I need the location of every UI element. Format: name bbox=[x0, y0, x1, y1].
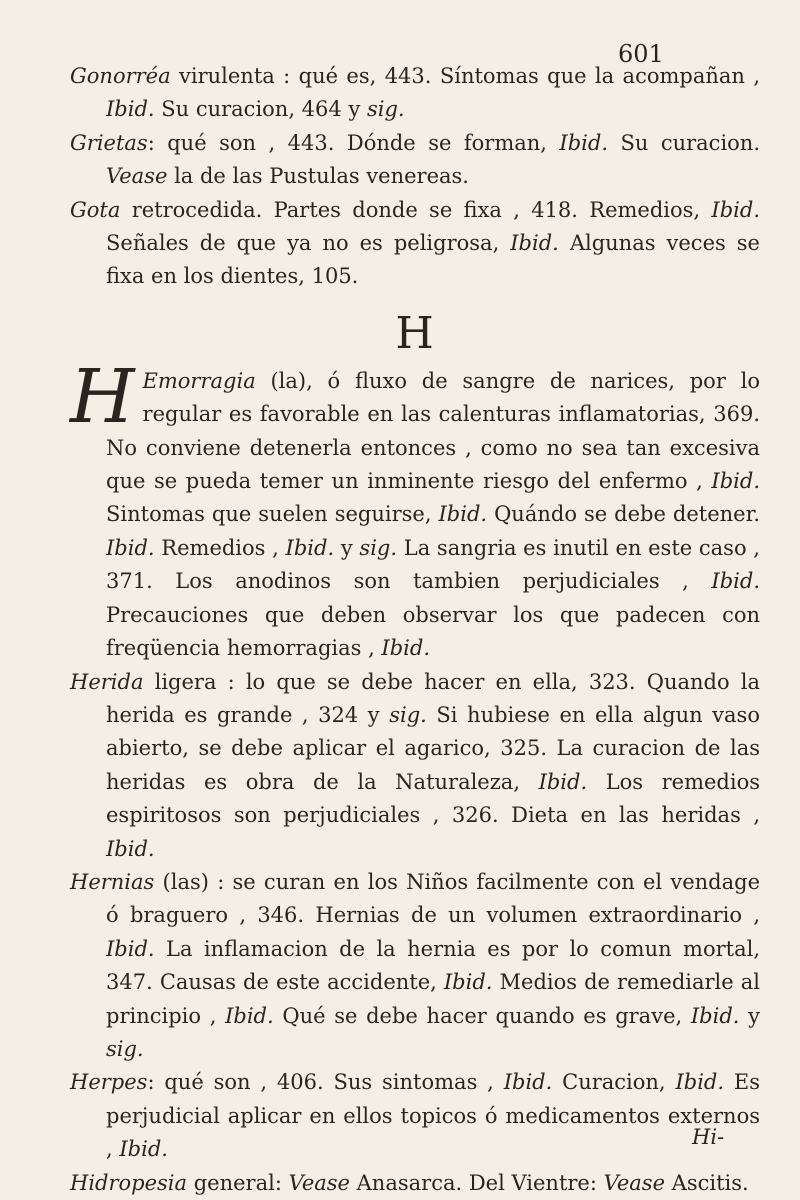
index-entry: Grietas: qué son , 443. Dónde se forman, Ibid. Su curacion. Vease la de las Pustulas venereas. bbox=[70, 130, 760, 189]
index-entry: Herida ligera : lo que se debe hacer en ella, 323. Quando la herida es grande , 324 y sig. Si hubiese en ella algun vaso abierto, se debe aplicar el agarico, 325. La curacion de las heridas es obra de la Naturaleza, Ibid. Los remedios espiritosos son perjudiciales , 326. Dieta en las heridas , Ibid. bbox=[70, 669, 761, 861]
index-entry: Gota retrocedida. Partes donde se fixa , 418. Remedios, Ibid. Señales de que ya no es peligrosa, Ibid. Algunas veces se fixa en los dientes, 105. bbox=[70, 197, 760, 289]
index-entry: H Emorragia (la), ó fluxo de sangre de narices, por lo regular es favorable en las calenturas inflamatorias, 369. No conviene detenerla entonces , como no sea tan excesiva que se pueda temer un inminente riesgo del enfermo , Ibid. Sintomas que suelen seguirse, Ibid. Quándo se debe detener. Ibid. Remedios , Ibid. y sig. La sangria es inutil en este caso , 371. Los anodinos son tambien perjudiciales , Ibid. Precauciones que deben observar los que padecen con freqüencia hemorragias , Ibid. bbox=[70, 353, 760, 661]
index-entry: Hidropesia general: Vease Anasarca. Del Vientre: Vease Ascitis. bbox=[70, 1170, 749, 1195]
entry-head: Herpes bbox=[70, 1070, 148, 1095]
entry-head: Gonorréa bbox=[70, 64, 171, 88]
entry-head: Emorragia bbox=[142, 368, 256, 393]
entry-head: Grietas bbox=[70, 130, 148, 155]
entry-head: Hidropesia bbox=[70, 1170, 188, 1195]
drop-cap: H bbox=[70, 353, 135, 440]
section-letter-heading: H bbox=[395, 307, 435, 359]
entry-head: Herida bbox=[70, 669, 144, 694]
index-entry: Hernias (las) : se curan en los Niños facilmente con el vendage ó braguero , 346. Hernias de un volumen extraordinario , Ibid. La inflamacion de la hernia es por lo comun mortal, 347. Causas de este accidente, Ibid. Medios de remediarle al principio , Ibid. Qué se debe hacer quando es grave, Ibid. y sig. bbox=[70, 869, 761, 1061]
page-number: 601 bbox=[618, 40, 664, 68]
index-entries bbox=[70, 60, 760, 1200]
catchword: Hi- bbox=[692, 1125, 725, 1149]
index-entry: Herpes: qué son , 406. Sus sintomas , Ibid. Curacion, Ibid. Es perjudicial aplicar en ellos topicos ó medicamentos externos , Ibid. bbox=[70, 1070, 760, 1162]
index-entry: Gonorréa virulenta : qué es, 443. Síntomas que la acompañan , Ibid. Su curacion, 464 y sig. bbox=[70, 64, 760, 122]
entry-head: Gota bbox=[70, 197, 121, 222]
entry-head: Hernias bbox=[70, 869, 155, 894]
